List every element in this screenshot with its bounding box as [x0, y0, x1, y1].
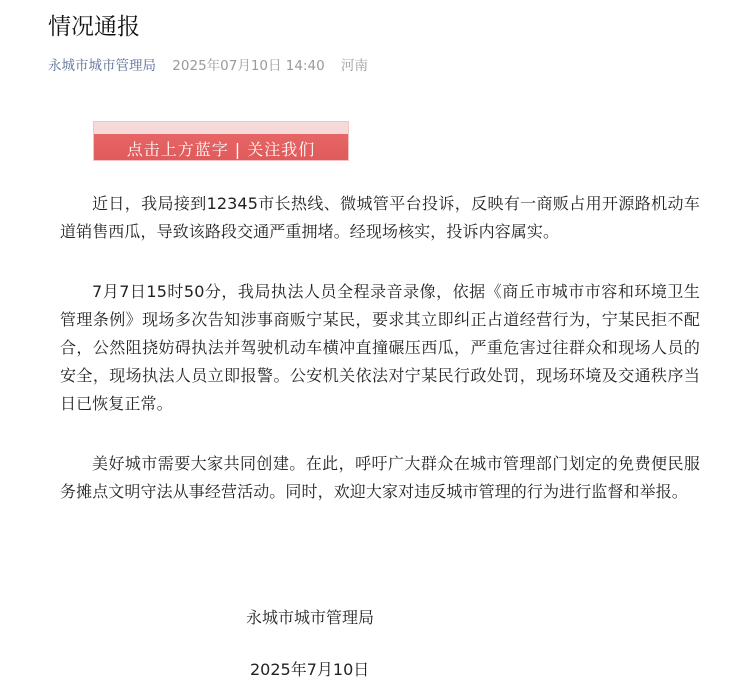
follow-banner-text: 点击上方蓝字 | 关注我们: [126, 140, 316, 159]
follow-banner[interactable]: [93, 121, 349, 161]
body-paragraph: 美好城市需要大家共同创建。在此，呼吁广大群众在城市管理部门划定的免费便民服务摊点文明守法从事经营活动。同时，欢迎大家对违反城市管理的行为进行监督和举报。: [60, 454, 700, 501]
author-link[interactable]: 永城市城市管理局: [48, 58, 156, 74]
article-meta: [48, 56, 368, 76]
signature-org: 永城市城市管理局: [246, 608, 375, 627]
signature-date: 2025年7月10日: [250, 660, 370, 679]
article-title: 情况通报: [48, 14, 140, 40]
body-paragraph: 7月7日15时50分，我局执法人员全程录音录像，依据《商丘市城市市容和环境卫生管理条例》现场多次告知涉事商贩宁某民，要求其立即纠正占道经营行为，宁某民拒不配合，公然阻挠妨碍执法并驾驶机动车横冲直撞碾压西瓜，严重危害过往群众和现场人员的安全，现场执法人员立即报警。公安机关依法对宁某民行政处罚，现场环境及交通秩序当日已恢复正常。: [60, 282, 700, 413]
publish-region: 河南: [341, 58, 369, 74]
body-paragraph: 近日，我局接到12345市长热线、微城管平台投诉，反映有一商贩占用开源路机动车道销售西瓜，导致该路段交通严重拥堵。经现场核实，投诉内容属实。: [60, 194, 700, 241]
publish-time: 2025年07月10日 14:40: [172, 58, 325, 74]
